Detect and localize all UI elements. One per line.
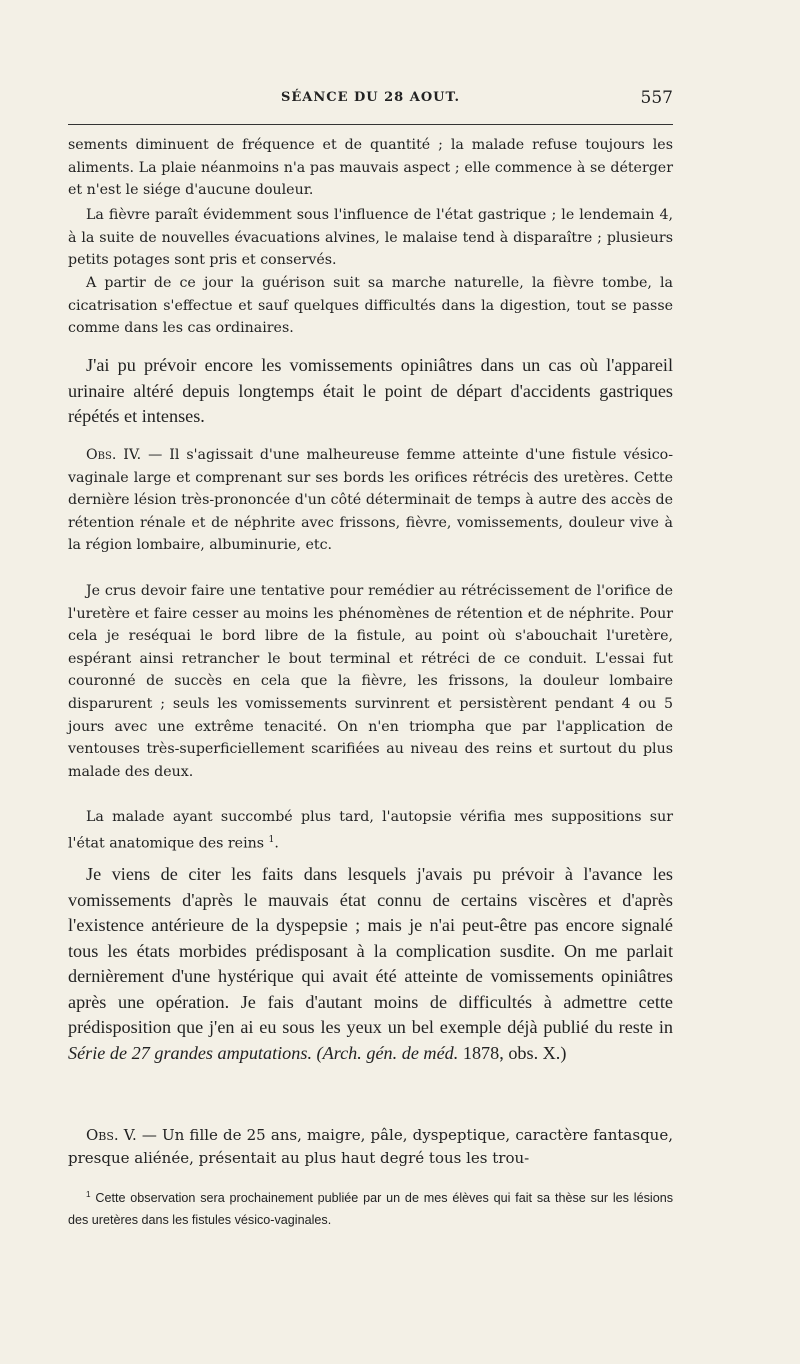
p7-end: .	[274, 835, 279, 852]
paragraph-8	[68, 862, 673, 1066]
p8-text: Je viens de citer les faits dans lesquels j'avais pu prévoir à l'avance les vomissements d'après le mauvais état connu de certains viscères et d'après l'existence antérieure de la dyspepsie ; mais je n'ai peut-être pas encore signalé tous les états morbides prédisposant à la complication susdite. On me parlait dernièrement d'une hystérique qui avait été atteinte de vomissements opiniâtres après une opération. Je fais d'autant moins de difficultés à admettre cette prédisposition que j'en ai eu sous les yeux un bel exemple déjà publié du reste in	[68, 864, 673, 1037]
p7-text: La malade ayant succombé plus tard, l'autopsie vérifia mes suppositions sur l'état anatomique des reins	[68, 809, 673, 852]
obs-4-label: Obs. IV.	[86, 447, 142, 463]
paragraph-3: A partir de ce jour la guérison suit sa marche naturelle, la fièvre tombe, la cicatrisation s'effectue et sauf quelques difficultés dans la digestion, tout se passe comme dans les cas ordinaires.	[68, 275, 673, 337]
paragraph-1: sements diminuent de fréquence et de quantité ; la malade refuse toujours les aliments. La plaie néanmoins n'a pas mauvais aspect ; elle commence à se déterger et n'est le siége d'aucune douleur.	[68, 137, 673, 199]
obs-5-text: — Un fille de 25 ans, maigre, pâle, dyspeptique, caractère fantasque, presque aliénée, présentait au plus haut degré tous les trou-	[68, 1126, 673, 1167]
obs-5-label: Obs. V.	[86, 1126, 137, 1144]
p8-end: 1878, obs. X.)	[458, 1042, 567, 1063]
obs-4-text: — Il s'agissait d'une malheureuse femme atteinte d'une fistule vésico-vaginale large et comprenant sur ses bords les orifices rétrécis des uretères. Cette dernière lésion très-prononcée d'un côté déterminait de temps à autre des accès de rétention rénale et de néphrite avec frissons, fièvre, vomissements, douleur vive à la région lombaire, albuminurie, etc.	[68, 447, 674, 554]
p8-citation: Série de 27 grandes amputations. (Arch. gén. de méd.	[68, 1042, 459, 1063]
paragraph-2: La fièvre paraît évidemment sous l'influence de l'état gastrique ; le lendemain 4, à la suite de nouvelles évacuations alvines, le malaise tend à disparaître ; plusieurs petits potages sont pris et conservés.	[68, 207, 673, 269]
paragraph-4: J'ai pu prévoir encore les vomissements opiniâtres dans un cas où l'appareil urinaire altéré depuis longtemps était le point de départ d'accidents gastriques répétés et intenses.	[68, 355, 673, 426]
footnote-text: Cette observation sera prochainement publiée par un de mes élèves qui fait sa thèse sur les lésions des uretères dans les fistules vésico-vaginales.	[68, 1191, 673, 1228]
footnote-ref: 1	[268, 833, 275, 845]
observation-5	[68, 1124, 673, 1169]
observation-4	[68, 444, 673, 557]
page-number: 557	[640, 88, 673, 108]
running-header	[68, 90, 673, 114]
footnote	[68, 1184, 673, 1231]
footnote-mark: 1	[86, 1190, 91, 1199]
header-title: SÉANCE DU 28 AOUT.	[280, 90, 461, 105]
paragraph-6: Je crus devoir faire une tentative pour remédier au rétrécissement de l'orifice de l'uretère et faire cesser au moins les phénomènes de rétention et de néphrite. Pour cela je reséquai le bord libre de la fistule, au point où s'abouchait l'uretère, espérant ainsi retrancher le bout terminal et rétréci de ce conduit. L'essai fut couronné de succès en cela que la fièvre, les frissons, la douleur lombaire disparurent ; seuls les vomissements survinrent et persistèrent pendant 4 ou 5 jours avec une extrême tenacité. On n'en triompha que par l'application de ventouses très-superficiellement scarifiées au niveau des reins et surtout du plus malade des deux.	[68, 583, 673, 780]
header-rule	[68, 124, 673, 125]
paragraph-7	[68, 806, 673, 855]
